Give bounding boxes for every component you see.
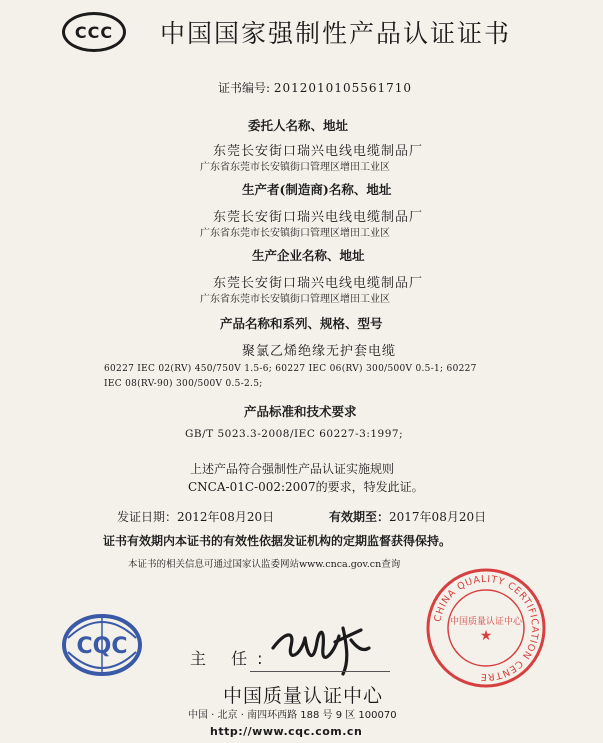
query-note: 本证书的相关信息可通过国家认监委网站www.cnca.gov.cn查询 (128, 559, 401, 570)
standard-heading: 产品标准和技术要求 (244, 404, 357, 419)
issue-date-label: 发证日期： (117, 510, 178, 524)
director-label: 主 任: (190, 649, 273, 668)
issue-date (117, 508, 274, 525)
factory-address: 广东省东莞市长安镇街口管理区增田工业区 (200, 294, 390, 305)
certificate-number-label: 证书编号: (218, 81, 271, 95)
issuer-website: http://www.cqc.com.cn (210, 725, 363, 738)
manufacturer-heading: 生产者(制造商)名称、地址 (242, 182, 392, 197)
signature-line (250, 671, 390, 672)
issue-date-value: 2012年08月20日 (177, 510, 275, 524)
issuer-address: 中国 · 北京 · 南四环西路 188 号 9 区 100070 (188, 710, 397, 721)
ccc-logo (62, 12, 126, 52)
cqc-logo (58, 610, 146, 680)
certificate-number (218, 79, 412, 96)
client-name: 东莞长安街口瑞兴电线电缆制品厂 (213, 144, 424, 159)
manufacturer-name: 东莞长安街口瑞兴电线电缆制品厂 (213, 210, 424, 225)
expiry-date-label: 有效期至： (329, 510, 390, 524)
client-address: 广东省东莞市长安镇街口管理区增田工业区 (200, 162, 390, 173)
product-spec-line-1: 60227 IEC 02(RV) 450/750V 1.5-6; 60227 IEC 06(RV) 300/500V 0.5-1; 60227 (104, 364, 477, 374)
factory-heading: 生产企业名称、地址 (252, 248, 365, 263)
certificate-title: 中国国家强制性产品认证证书 (160, 19, 512, 48)
standard-value: GB/T 5023.3-2008/IEC 60227-3:1997; (185, 428, 404, 440)
client-heading: 委托人名称、地址 (248, 118, 349, 133)
expiry-date (329, 508, 486, 525)
seal-center-text: 中国质量认证中心 (449, 617, 523, 627)
manufacturer-address: 广东省东莞市长安镇街口管理区增田工业区 (200, 228, 390, 239)
product-name: 聚氯乙烯绝缘无护套电缆 (242, 344, 397, 359)
official-seal (424, 566, 548, 690)
director-signature (265, 612, 375, 678)
expiry-date-value: 2017年08月20日 (389, 510, 487, 524)
issuer-center-name: 中国质量认证中心 (223, 685, 384, 707)
conformity-line-1: 上述产品符合强制性产品认证实施规则 (190, 462, 395, 476)
certificate-number-value: 2012010105561710 (273, 81, 413, 95)
product-heading: 产品名称和系列、规格、型号 (220, 316, 383, 331)
ccc-logo-text: CCC (74, 22, 114, 42)
seal-ring-text: CHINA QUALITY CERTIFICATION CENTRE (432, 573, 541, 683)
product-spec-line-2: IEC 08(RV-90) 300/500V 0.5-2.5; (104, 379, 263, 389)
seal-star-icon: ★ (479, 628, 493, 644)
conformity-line-2: CNCA-01C-002:2007的要求，特发此证。 (188, 480, 424, 494)
validity-note: 证书有效期内本证书的有效性依据发证机构的定期监督获得保持。 (103, 534, 452, 548)
cqc-logo-text: CQC (76, 634, 128, 659)
factory-name: 东莞长安街口瑞兴电线电缆制品厂 (213, 276, 424, 291)
